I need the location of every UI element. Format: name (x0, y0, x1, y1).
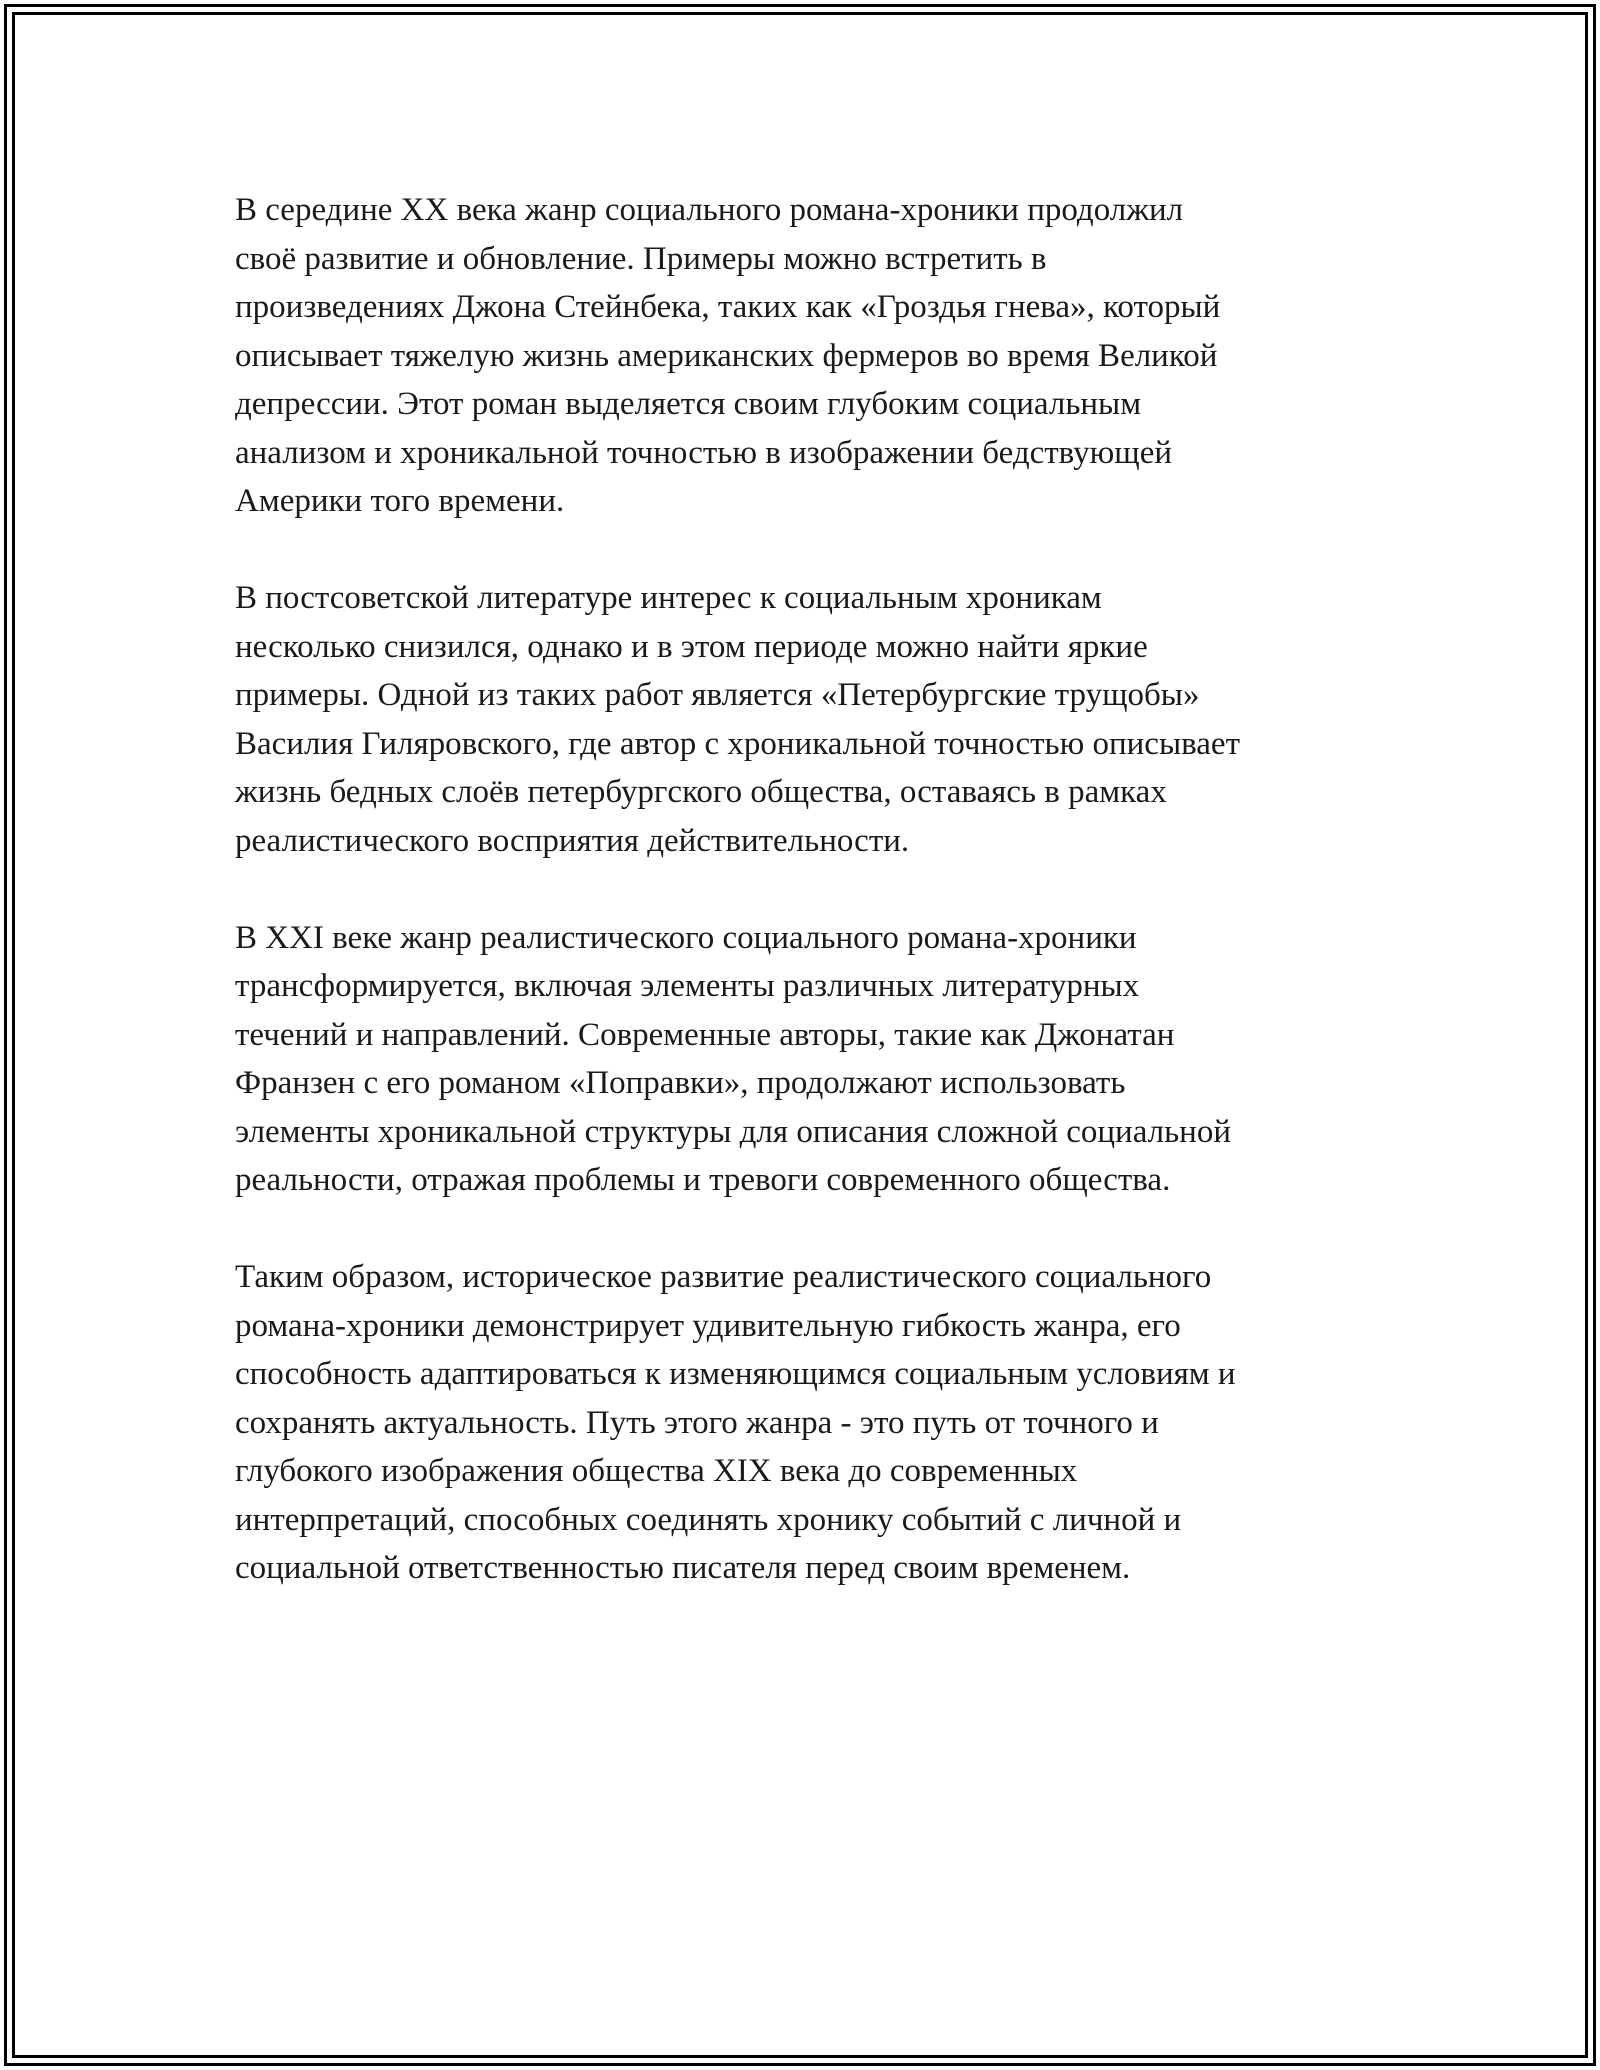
text-line: реалистического восприятия действительности. (235, 822, 910, 859)
text-line: Франзен с его романом «Поправки», продолжают использовать (235, 1065, 1126, 1101)
text-line: анализом и хроникальной точностью в изображении бедствующей (235, 434, 1173, 471)
paragraph-2 (235, 574, 1385, 865)
text-line: романа-хроники демонстрирует удивительную гибкость жанра, его (235, 1307, 1181, 1344)
text-line: течений и направлений. Современные авторы, такие как Джонатан (235, 1016, 1175, 1053)
text-line: примеры. Одной из таких работ является «Петербургские трущобы» (235, 677, 1200, 713)
text-line: описывает тяжелую жизнь американских фермеров во время Великой (235, 337, 1218, 374)
text-line: Василия Гиляровского, где автор с хроникальной точностью описывает (235, 725, 1240, 762)
text-line: элементы хроникальной структуры для описания сложной социальной (235, 1113, 1231, 1150)
paragraph-1 (235, 186, 1385, 526)
text-line: своё развитие и обновление. Примеры можно встретить в (235, 240, 1047, 277)
text-line: В XXI веке жанр реалистического социального романа-хроники (235, 919, 1137, 956)
text-line: произведениях Джона Стейнбека, таких как «Гроздья гнева», который (235, 289, 1221, 325)
text-line: интерпретаций, способных соединять хронику событий с личной и (235, 1501, 1182, 1538)
text-line: глубокого изображения общества XIX века до современных (235, 1453, 1078, 1489)
text-line: В постсоветской литературе интерес к социальным хроникам (235, 580, 1102, 616)
text-line: реальности, отражая проблемы и тревоги современного общества. (235, 1162, 1171, 1198)
text-line: Таким образом, историческое развитие реалистического социального (235, 1259, 1212, 1295)
text-line: депрессии. Этот роман выделяется своим глубоким социальным (235, 386, 1142, 422)
text-line: несколько снизился, однако и в этом периоде можно найти яркие (235, 628, 1148, 665)
text-line: социальной ответственностью писателя перед своим временем. (235, 1550, 1131, 1586)
paragraph-4 (235, 1253, 1385, 1593)
document-body (235, 186, 1385, 1641)
paragraph-3 (235, 914, 1385, 1205)
text-line: Америки того времени. (235, 483, 565, 519)
text-line: трансформируется, включая элементы различных литературных (235, 968, 1140, 1004)
text-line: В середине XX века жанр социального романа-хроники продолжил (235, 192, 1184, 228)
text-line: жизнь бедных слоёв петербургского общества, оставаясь в рамках (235, 774, 1167, 810)
text-line: способность адаптироваться к изменяющимся социальным условиям и (235, 1356, 1236, 1392)
text-line: сохранять актуальность. Путь этого жанра - это путь от точного и (235, 1404, 1159, 1441)
